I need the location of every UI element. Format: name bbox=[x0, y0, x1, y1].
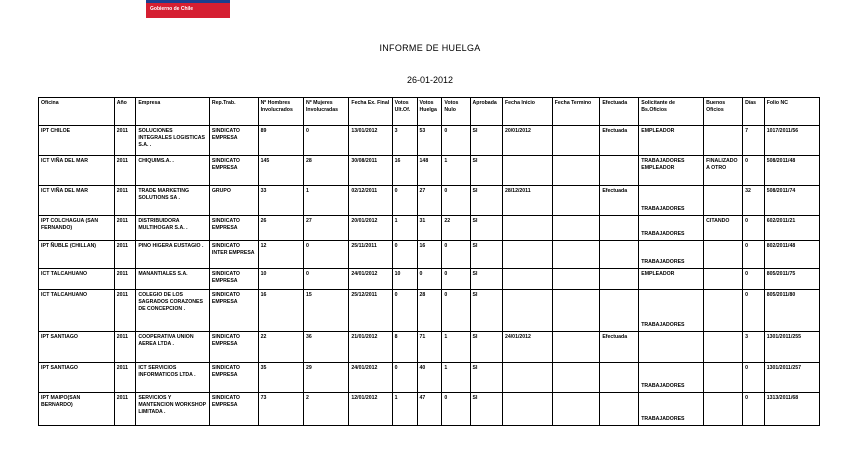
cell-mujeres: 2 bbox=[303, 393, 348, 426]
cell-votos-huelga: 53 bbox=[417, 126, 442, 156]
cell-buenos: FINALIZADO A OTRO bbox=[704, 156, 743, 186]
cell-buenos bbox=[704, 393, 743, 426]
cell-anio: 2011 bbox=[114, 126, 136, 156]
table-row bbox=[39, 290, 820, 332]
cell-buenos bbox=[704, 241, 743, 269]
cell-fecha-inicio: 24/01/2012 bbox=[502, 332, 552, 363]
column-header-fecha-termino: Fecha Termino bbox=[552, 98, 600, 126]
cell-folio: 1301/2011/255 bbox=[764, 332, 819, 363]
cell-fecha-inicio bbox=[502, 290, 552, 332]
cell-mujeres: 0 bbox=[303, 269, 348, 290]
cell-votos-nulo: 0 bbox=[442, 241, 470, 269]
cell-solicitante: EMPLEADOR bbox=[639, 269, 704, 290]
cell-folio: 508/2011/48 bbox=[764, 156, 819, 186]
column-header-rep-trab: Rep.Trab. bbox=[209, 98, 258, 126]
cell-dias: 0 bbox=[743, 363, 765, 393]
cell-votos-ult: 1 bbox=[392, 216, 417, 241]
column-header-hombres: Nº Hombres Involucrados bbox=[258, 98, 303, 126]
table-row bbox=[39, 186, 820, 216]
cell-buenos bbox=[704, 363, 743, 393]
cell-aprobada: SI bbox=[470, 290, 502, 332]
cell-solicitante: TRABAJADORES bbox=[639, 363, 704, 393]
cell-votos-nulo: 1 bbox=[442, 332, 470, 363]
cell-fecha-termino bbox=[552, 216, 600, 241]
cell-votos-huelga: 47 bbox=[417, 393, 442, 426]
cell-mujeres: 36 bbox=[303, 332, 348, 363]
cell-oficina: IPT SANTIAGO bbox=[39, 363, 115, 393]
cell-anio: 2011 bbox=[114, 156, 136, 186]
cell-votos-huelga: 16 bbox=[417, 241, 442, 269]
cell-efectuada: Efectuada bbox=[600, 186, 639, 216]
cell-rep: SINDICATO EMPRESA bbox=[209, 290, 258, 332]
cell-folio: 508/2011/74 bbox=[764, 186, 819, 216]
cell-votos-huelga: 31 bbox=[417, 216, 442, 241]
cell-anio: 2011 bbox=[114, 241, 136, 269]
cell-fecha-termino bbox=[552, 186, 600, 216]
cell-rep: SINDICATO INTER EMPRESA bbox=[209, 241, 258, 269]
cell-votos-nulo: 0 bbox=[442, 186, 470, 216]
table-row bbox=[39, 393, 820, 426]
cell-efectuada: Efectuada bbox=[600, 126, 639, 156]
cell-votos-nulo: 0 bbox=[442, 126, 470, 156]
cell-votos-ult: 10 bbox=[392, 269, 417, 290]
cell-aprobada: SI bbox=[470, 393, 502, 426]
cell-fecha-ex: 13/01/2012 bbox=[349, 126, 392, 156]
cell-aprobada: SI bbox=[470, 186, 502, 216]
cell-fecha-inicio: 20/01/2012 bbox=[502, 126, 552, 156]
column-header-aprobada: Aprobada bbox=[470, 98, 502, 126]
cell-rep: SINDICATO EMPRESA bbox=[209, 156, 258, 186]
cell-solicitante: EMPLEADOR bbox=[639, 126, 704, 156]
table-row bbox=[39, 241, 820, 269]
cell-votos-ult: 16 bbox=[392, 156, 417, 186]
cell-mujeres: 27 bbox=[303, 216, 348, 241]
cell-mujeres: 0 bbox=[303, 241, 348, 269]
cell-oficina: ICT TALCAHUANO bbox=[39, 290, 115, 332]
cell-oficina: IPT CHILOE bbox=[39, 126, 115, 156]
cell-empresa: CHIQUIMS.A. . bbox=[136, 156, 210, 186]
cell-solicitante: TRABAJADORES bbox=[639, 186, 704, 216]
cell-empresa: TRADE MARKETING SOLUTIONS SA . bbox=[136, 186, 210, 216]
cell-votos-nulo: 1 bbox=[442, 156, 470, 186]
column-header-dias: Días bbox=[743, 98, 765, 126]
column-header-folio: Folio NC bbox=[764, 98, 819, 126]
column-header-oficina: Oficina bbox=[39, 98, 115, 126]
cell-buenos bbox=[704, 269, 743, 290]
column-header-solicitante: Solicitante de Bs.Oficios bbox=[639, 98, 704, 126]
table-row bbox=[39, 269, 820, 290]
cell-empresa: SERVICIOS Y MANTENCION WORKSHOP LIMITADA . bbox=[136, 393, 210, 426]
cell-fecha-termino bbox=[552, 363, 600, 393]
cell-folio: 602/2011/21 bbox=[764, 216, 819, 241]
cell-anio: 2011 bbox=[114, 216, 136, 241]
cell-hombres: 26 bbox=[258, 216, 303, 241]
cell-folio: 805/2011/80 bbox=[764, 290, 819, 332]
cell-efectuada bbox=[600, 216, 639, 241]
cell-empresa: DISTRIBUIDORA MULTIHOGAR S.A. . bbox=[136, 216, 210, 241]
cell-votos-huelga: 40 bbox=[417, 363, 442, 393]
cell-votos-ult: 0 bbox=[392, 241, 417, 269]
cell-votos-nulo: 0 bbox=[442, 269, 470, 290]
cell-efectuada bbox=[600, 241, 639, 269]
cell-rep: SINDICATO EMPRESA bbox=[209, 216, 258, 241]
cell-hombres: 33 bbox=[258, 186, 303, 216]
cell-fecha-inicio bbox=[502, 156, 552, 186]
column-header-anio: Año bbox=[114, 98, 136, 126]
cell-rep: SINDICATO EMPRESA bbox=[209, 332, 258, 363]
cell-votos-nulo: 0 bbox=[442, 393, 470, 426]
cell-votos-nulo: 22 bbox=[442, 216, 470, 241]
cell-hombres: 35 bbox=[258, 363, 303, 393]
report-title: INFORME DE HUELGA bbox=[379, 43, 481, 53]
table-row bbox=[39, 216, 820, 241]
cell-rep: GRUPO bbox=[209, 186, 258, 216]
cell-fecha-inicio bbox=[502, 269, 552, 290]
cell-buenos bbox=[704, 186, 743, 216]
cell-oficina: IPT SANTIAGO bbox=[39, 332, 115, 363]
cell-folio: 802/2011/48 bbox=[764, 241, 819, 269]
cell-anio: 2011 bbox=[114, 363, 136, 393]
cell-buenos bbox=[704, 290, 743, 332]
cell-mujeres: 15 bbox=[303, 290, 348, 332]
cell-solicitante: TRABAJADORES EMPLEADOR bbox=[639, 156, 704, 186]
cell-hombres: 22 bbox=[258, 332, 303, 363]
column-header-votos-nulo: Votos Nulo bbox=[442, 98, 470, 126]
cell-aprobada: SI bbox=[470, 216, 502, 241]
cell-hombres: 10 bbox=[258, 269, 303, 290]
cell-solicitante: TRABAJADORES bbox=[639, 290, 704, 332]
cell-fecha-inicio bbox=[502, 216, 552, 241]
cell-buenos bbox=[704, 126, 743, 156]
cell-solicitante: TRABAJADORES bbox=[639, 241, 704, 269]
cell-folio: 805/2011/75 bbox=[764, 269, 819, 290]
logo-text: Gobierno de Chile bbox=[150, 6, 194, 12]
cell-mujeres: 28 bbox=[303, 156, 348, 186]
cell-fecha-termino bbox=[552, 156, 600, 186]
cell-oficina: ICT VIÑA DEL MAR bbox=[39, 186, 115, 216]
cell-votos-ult: 0 bbox=[392, 363, 417, 393]
cell-anio: 2011 bbox=[114, 393, 136, 426]
cell-efectuada bbox=[600, 269, 639, 290]
cell-votos-ult: 3 bbox=[392, 126, 417, 156]
cell-fecha-ex: 25/12/2011 bbox=[349, 290, 392, 332]
cell-dias: 32 bbox=[743, 186, 765, 216]
cell-fecha-ex: 02/12/2011 bbox=[349, 186, 392, 216]
cell-fecha-termino bbox=[552, 241, 600, 269]
cell-hombres: 12 bbox=[258, 241, 303, 269]
cell-fecha-ex: 12/01/2012 bbox=[349, 393, 392, 426]
cell-dias: 0 bbox=[743, 156, 765, 186]
cell-rep: SINDICATO EMPRESA bbox=[209, 126, 258, 156]
cell-anio: 2011 bbox=[114, 332, 136, 363]
cell-fecha-inicio bbox=[502, 363, 552, 393]
cell-mujeres: 29 bbox=[303, 363, 348, 393]
cell-votos-ult: 8 bbox=[392, 332, 417, 363]
cell-fecha-ex: 24/01/2012 bbox=[349, 269, 392, 290]
cell-votos-ult: 0 bbox=[392, 290, 417, 332]
cell-fecha-termino bbox=[552, 126, 600, 156]
table-row bbox=[39, 332, 820, 363]
cell-oficina: ICT TALCAHUANO bbox=[39, 269, 115, 290]
cell-aprobada: SI bbox=[470, 241, 502, 269]
column-header-empresa: Empresa bbox=[136, 98, 210, 126]
cell-fecha-termino bbox=[552, 393, 600, 426]
cell-votos-huelga: 28 bbox=[417, 290, 442, 332]
cell-solicitante bbox=[639, 332, 704, 363]
cell-votos-huelga: 148 bbox=[417, 156, 442, 186]
cell-folio: 1017/2011/56 bbox=[764, 126, 819, 156]
cell-dias: 7 bbox=[743, 126, 765, 156]
cell-votos-huelga: 27 bbox=[417, 186, 442, 216]
cell-empresa: PINO HIGERA EUSTAGIO . bbox=[136, 241, 210, 269]
table-row bbox=[39, 156, 820, 186]
cell-dias: 0 bbox=[743, 216, 765, 241]
cell-oficina: IPT MAIPO(SAN BERNARDO) bbox=[39, 393, 115, 426]
cell-empresa: MANANTIALES S.A. bbox=[136, 269, 210, 290]
cell-aprobada: SI bbox=[470, 332, 502, 363]
cell-mujeres: 0 bbox=[303, 126, 348, 156]
cell-oficina: IPT COLCHAGUA (SAN FERNANDO) bbox=[39, 216, 115, 241]
cell-votos-ult: 0 bbox=[392, 186, 417, 216]
table-row bbox=[39, 126, 820, 156]
cell-anio: 2011 bbox=[114, 269, 136, 290]
cell-rep: SINDICATO EMPRESA bbox=[209, 269, 258, 290]
cell-dias: 3 bbox=[743, 332, 765, 363]
cell-folio: 1301/2011/257 bbox=[764, 363, 819, 393]
cell-mujeres: 1 bbox=[303, 186, 348, 216]
column-header-efectuada: Efectuada bbox=[600, 98, 639, 126]
cell-votos-nulo: 0 bbox=[442, 290, 470, 332]
cell-dias: 0 bbox=[743, 393, 765, 426]
report-date: 26-01-2012 bbox=[406, 75, 454, 85]
column-header-mujeres: Nº Mujeres Involucradas bbox=[303, 98, 348, 126]
cell-dias: 0 bbox=[743, 290, 765, 332]
cell-aprobada: SI bbox=[470, 156, 502, 186]
cell-folio: 1313/2011/68 bbox=[764, 393, 819, 426]
strike-report-table bbox=[38, 97, 820, 426]
cell-votos-nulo: 1 bbox=[442, 363, 470, 393]
cell-empresa: SOLUCIONES INTEGRALES LOGISTICAS S.A. . bbox=[136, 126, 210, 156]
cell-votos-ult: 1 bbox=[392, 393, 417, 426]
cell-oficina: IPT ÑUBLE (CHILLAN) bbox=[39, 241, 115, 269]
cell-efectuada bbox=[600, 393, 639, 426]
cell-oficina: ICT VIÑA DEL MAR bbox=[39, 156, 115, 186]
cell-buenos bbox=[704, 332, 743, 363]
cell-hombres: 145 bbox=[258, 156, 303, 186]
cell-buenos: CITANDO bbox=[704, 216, 743, 241]
cell-fecha-ex: 21/01/2012 bbox=[349, 332, 392, 363]
cell-fecha-termino bbox=[552, 269, 600, 290]
cell-hombres: 89 bbox=[258, 126, 303, 156]
cell-aprobada: SI bbox=[470, 363, 502, 393]
cell-fecha-inicio bbox=[502, 393, 552, 426]
column-header-fecha-ex-final: Fecha Ex. Final bbox=[349, 98, 392, 126]
cell-fecha-inicio bbox=[502, 241, 552, 269]
cell-fecha-ex: 24/01/2012 bbox=[349, 363, 392, 393]
cell-empresa: COOPERATIVA UNION AEREA LTDA . bbox=[136, 332, 210, 363]
column-header-buenos-oficios: Buenos Oficios bbox=[704, 98, 743, 126]
cell-fecha-inicio: 28/12/2011 bbox=[502, 186, 552, 216]
cell-dias: 0 bbox=[743, 269, 765, 290]
cell-fecha-ex: 25/11/2011 bbox=[349, 241, 392, 269]
government-logo bbox=[146, 0, 230, 18]
cell-votos-huelga: 0 bbox=[417, 269, 442, 290]
table-body bbox=[39, 126, 820, 426]
cell-fecha-ex: 30/08/2011 bbox=[349, 156, 392, 186]
cell-anio: 2011 bbox=[114, 290, 136, 332]
cell-solicitante: TRABAJADORES bbox=[639, 393, 704, 426]
cell-anio: 2011 bbox=[114, 186, 136, 216]
cell-efectuada bbox=[600, 363, 639, 393]
table-row bbox=[39, 363, 820, 393]
cell-efectuada bbox=[600, 290, 639, 332]
column-header-fecha-inicio: Fecha Inicio bbox=[502, 98, 552, 126]
cell-aprobada: SI bbox=[470, 269, 502, 290]
column-header-votos-ult: Votos Ult.Of. bbox=[392, 98, 417, 126]
cell-hombres: 73 bbox=[258, 393, 303, 426]
cell-fecha-ex: 20/01/2012 bbox=[349, 216, 392, 241]
cell-solicitante: TRABAJADORES bbox=[639, 216, 704, 241]
cell-efectuada: Efectuada bbox=[600, 332, 639, 363]
cell-efectuada bbox=[600, 156, 639, 186]
cell-rep: SINDICATO EMPRESA bbox=[209, 363, 258, 393]
cell-empresa: ICT SERVICIOS INFORMATICOS LTDA . bbox=[136, 363, 210, 393]
cell-rep: SINDICATO EMPRESA bbox=[209, 393, 258, 426]
cell-fecha-termino bbox=[552, 332, 600, 363]
cell-aprobada: SI bbox=[470, 126, 502, 156]
cell-hombres: 16 bbox=[258, 290, 303, 332]
cell-fecha-termino bbox=[552, 290, 600, 332]
cell-votos-huelga: 71 bbox=[417, 332, 442, 363]
cell-dias: 0 bbox=[743, 241, 765, 269]
column-header-votos-huelga: Votos Huelga bbox=[417, 98, 442, 126]
cell-empresa: COLEGIO DE LOS SAGRADOS CORAZONES DE CONCEPCION . bbox=[136, 290, 210, 332]
table-header-row bbox=[39, 98, 820, 126]
